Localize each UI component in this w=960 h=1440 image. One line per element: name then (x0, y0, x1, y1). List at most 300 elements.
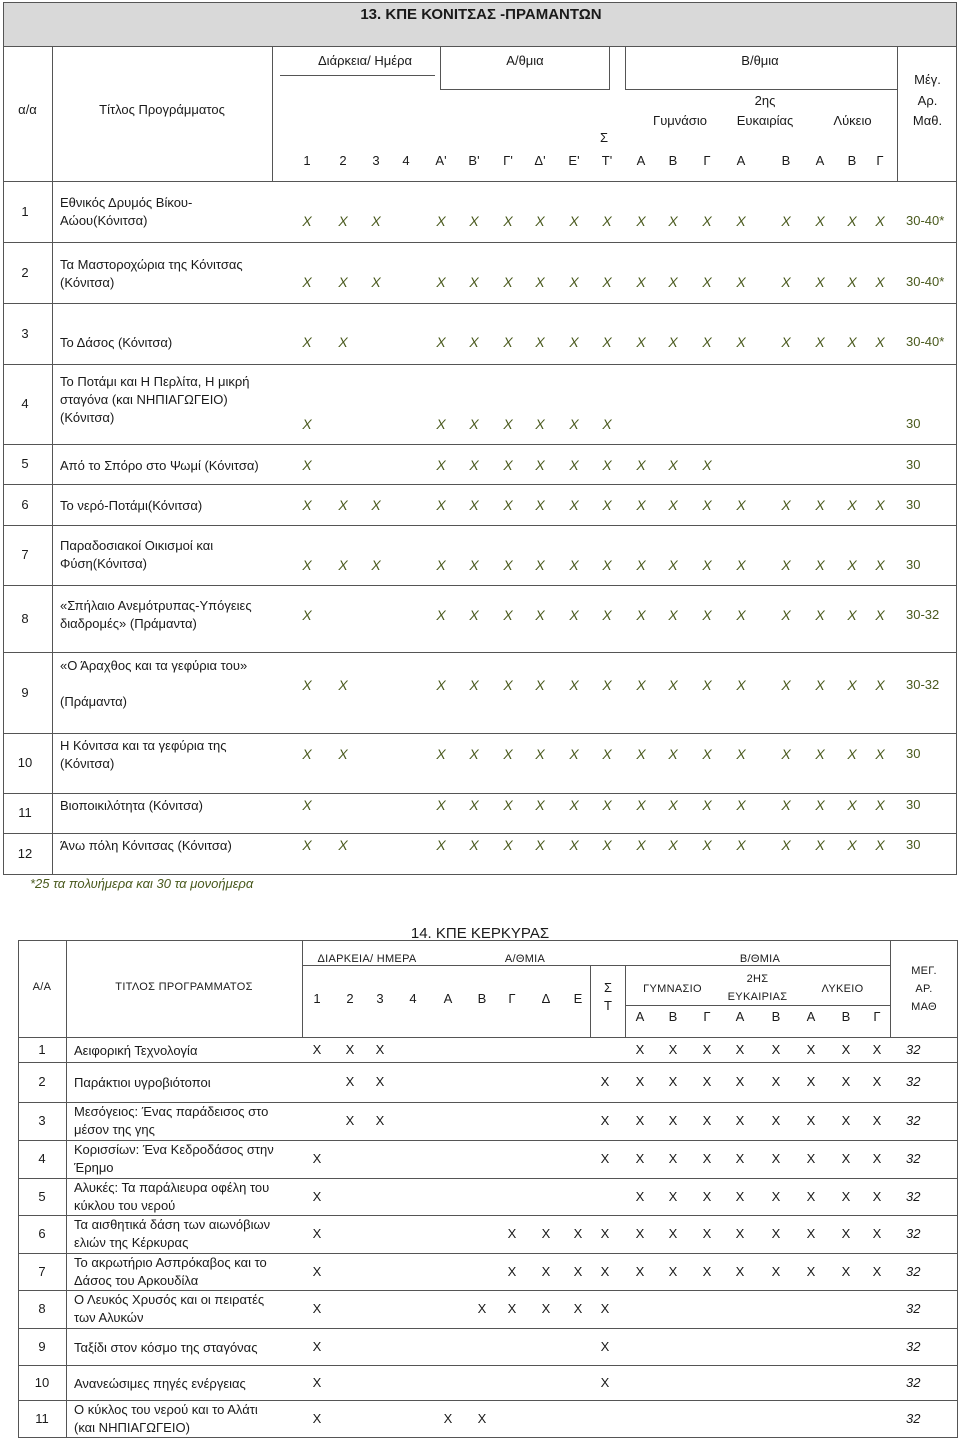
max-students: 30-40* (906, 334, 945, 349)
availability-mark: Χ (668, 1113, 678, 1128)
availability-mark: Χ (771, 1188, 781, 1204)
t2-header-max-3: ΜΑΘ (911, 1001, 937, 1013)
max-students: 30-40* (906, 213, 945, 228)
availability-mark: Χ (602, 607, 612, 623)
availability-mark: Χ (806, 1263, 816, 1279)
subcolumn-label: Γ (508, 991, 516, 1006)
program-title: Παραδοσιακοί Οικισμοί και (60, 538, 214, 553)
availability-mark: Χ (771, 1151, 781, 1166)
availability-mark: Χ (602, 457, 612, 473)
header-box (625, 46, 897, 90)
availability-mark: Χ (735, 1226, 745, 1241)
subcolumn-label: Β' (468, 153, 480, 168)
availability-mark: Χ (635, 1074, 645, 1089)
availability-mark: Χ (569, 677, 579, 693)
availability-mark: Χ (815, 746, 825, 762)
header-line (302, 965, 890, 966)
availability-mark: Χ (815, 213, 825, 229)
max-students: 32 (906, 1338, 921, 1354)
row-divider (3, 793, 957, 794)
row-divider (3, 833, 957, 834)
availability-mark: Χ (735, 1042, 745, 1057)
availability-mark: Χ (535, 497, 545, 513)
row-number: 10 (34, 1374, 50, 1390)
availability-mark: Χ (507, 1301, 517, 1316)
max-students: 30 (906, 416, 921, 431)
availability-mark: Χ (569, 797, 579, 813)
availability-mark: Χ (503, 837, 513, 853)
subcolumn-label: Α (635, 1009, 645, 1024)
availability-mark: Χ (371, 557, 381, 573)
t2-header-st-2: Τ (604, 998, 612, 1013)
availability-mark: Χ (569, 213, 579, 229)
availability-mark: Χ (312, 1411, 322, 1426)
subcolumn-label: Γ (873, 1009, 881, 1024)
availability-mark: Χ (875, 746, 885, 762)
program-title: Παράκτιοι υγροβιότοποι (74, 1075, 211, 1090)
program-title: Ανανεώσιμες πηγές ενέργειας (74, 1375, 246, 1391)
subcolumn-label: Β (847, 153, 857, 168)
row-divider (3, 484, 957, 485)
availability-mark: Χ (815, 497, 825, 513)
row-number: 5 (21, 456, 29, 471)
t2-header-max-1: ΜΕΓ. (911, 965, 937, 977)
availability-mark: Χ (781, 837, 791, 853)
max-students: 32 (906, 1263, 921, 1279)
subcolumn-label: Γ' (503, 153, 513, 168)
program-title: «Σπήλαιο Ανεμότρυπας-Υπόγειες (60, 598, 252, 613)
availability-mark: Χ (702, 1042, 712, 1057)
availability-mark: Χ (535, 457, 545, 473)
availability-mark: Χ (736, 497, 746, 513)
availability-mark: Χ (636, 837, 646, 853)
row-divider (3, 733, 957, 734)
program-title: σταγόνα (και ΝΗΠΙΑΓΩΓΕΙΟ) (60, 392, 228, 407)
availability-mark: Χ (345, 1113, 355, 1128)
availability-mark: Χ (541, 1226, 551, 1241)
row-number: 11 (18, 805, 32, 820)
availability-mark: Χ (338, 213, 348, 229)
availability-mark: Χ (781, 334, 791, 350)
availability-mark: Χ (338, 557, 348, 573)
availability-mark: Χ (847, 677, 857, 693)
availability-mark: Χ (872, 1074, 882, 1089)
availability-mark: Χ (847, 213, 857, 229)
row-number: 10 (17, 755, 33, 770)
availability-mark: Χ (469, 607, 479, 623)
availability-mark: Χ (875, 797, 885, 813)
program-title: Το Ποτάμι και Η Περλίτα, Η μικρή (60, 374, 250, 389)
availability-mark: Χ (668, 1074, 678, 1089)
availability-mark: Χ (602, 837, 612, 853)
availability-mark: Χ (636, 457, 646, 473)
availability-mark: Χ (702, 1226, 712, 1241)
availability-mark: Χ (847, 797, 857, 813)
subcolumn-label: Β (781, 153, 791, 168)
availability-mark: Χ (503, 416, 513, 432)
availability-mark: Χ (781, 497, 791, 513)
availability-mark: Χ (736, 677, 746, 693)
availability-mark: Χ (302, 416, 312, 432)
availability-mark: Χ (535, 334, 545, 350)
availability-mark: Χ (841, 1113, 851, 1128)
t2-header-primary: Α/ΘΜΙΑ (504, 953, 546, 965)
row-divider (18, 1365, 958, 1366)
availability-mark: Χ (736, 746, 746, 762)
availability-mark: Χ (302, 274, 312, 290)
availability-mark: Χ (781, 797, 791, 813)
availability-mark: Χ (736, 213, 746, 229)
program-title: Εθνικός Δρυμός Βίκου- (60, 195, 193, 210)
availability-mark: Χ (702, 1188, 712, 1204)
header-aa: α/α (18, 102, 37, 117)
row-number: 8 (38, 1301, 46, 1316)
program-title: (Κόνιτσα) (60, 410, 115, 425)
header-secondary: Β/θμια (741, 53, 779, 68)
availability-mark: Χ (573, 1226, 583, 1241)
table-title: 13. ΚΠΕ ΚΟΝΙΤΣΑΣ -ΠΡΑΜΑΝΤΩΝ (360, 6, 602, 23)
max-students: 30 (906, 837, 921, 852)
availability-mark: Χ (841, 1188, 851, 1204)
row-number: 11 (35, 1411, 49, 1426)
col-divider (272, 46, 273, 181)
availability-mark: Χ (636, 557, 646, 573)
availability-mark: Χ (735, 1263, 745, 1279)
availability-mark: Χ (875, 274, 885, 290)
row-number: 9 (21, 684, 29, 700)
availability-mark: Χ (541, 1301, 551, 1316)
subcolumn-label: Α (806, 1009, 816, 1024)
subcolumn-label: Γ (703, 153, 711, 168)
program-title: των Αλυκών (74, 1310, 144, 1325)
availability-mark: Χ (702, 677, 712, 693)
availability-mark: Χ (503, 797, 513, 813)
header-gymnasio: Γυμνάσιο (653, 113, 707, 128)
row-number: 3 (38, 1113, 46, 1128)
subcolumn-label: Β (771, 1009, 781, 1024)
availability-mark: Χ (569, 746, 579, 762)
program-title: ελιών της Κέρκυρας (74, 1235, 189, 1250)
availability-mark: Χ (875, 837, 885, 853)
availability-mark: Χ (702, 213, 712, 229)
subcolumn-label: 2 (346, 991, 354, 1006)
availability-mark: Χ (569, 557, 579, 573)
row-divider (18, 1062, 958, 1063)
col-divider (897, 46, 898, 181)
availability-mark: Χ (338, 746, 348, 762)
availability-mark: Χ (872, 1226, 882, 1241)
header-box (440, 46, 610, 90)
availability-mark: Χ (345, 1074, 355, 1089)
availability-mark: Χ (600, 1374, 610, 1390)
availability-mark: Χ (371, 213, 381, 229)
availability-mark: Χ (338, 837, 348, 853)
availability-mark: Χ (847, 837, 857, 853)
subcolumn-label: Ε (573, 991, 583, 1006)
availability-mark: Χ (771, 1226, 781, 1241)
program-title: διαδρομές» (Πράμαντα) (60, 616, 197, 631)
availability-mark: Χ (569, 274, 579, 290)
availability-mark: Χ (302, 213, 312, 229)
availability-mark: Χ (569, 497, 579, 513)
availability-mark: Χ (668, 457, 678, 473)
availability-mark: Χ (702, 274, 712, 290)
availability-mark: Χ (436, 677, 446, 693)
row-number: 9 (38, 1338, 46, 1354)
subcolumn-label: Δ (541, 991, 551, 1006)
availability-mark: Χ (507, 1226, 517, 1241)
program-title: Αλυκές: Τα παράλιευρα οφέλη του (74, 1180, 270, 1195)
availability-mark: Χ (635, 1263, 645, 1279)
availability-mark: Χ (302, 677, 312, 693)
availability-mark: Χ (781, 557, 791, 573)
program-title: Η Κόνιτσα και τα γεφύρια της (60, 738, 227, 753)
availability-mark: Χ (302, 607, 312, 623)
header-line (625, 1005, 890, 1006)
program-title: Μεσόγειος: Ένας παράδεισος στο (74, 1104, 269, 1119)
max-students: 32 (906, 1301, 921, 1316)
availability-mark: Χ (635, 1188, 645, 1204)
row-number: 6 (38, 1226, 46, 1241)
availability-mark: Χ (302, 497, 312, 513)
availability-mark: Χ (436, 334, 446, 350)
t2-header-max-2: ΑΡ. (915, 983, 933, 995)
availability-mark: Χ (702, 1113, 712, 1128)
max-students: 30 (906, 746, 921, 761)
max-students: 32 (906, 1188, 921, 1204)
row-divider (3, 652, 957, 653)
availability-mark: Χ (841, 1151, 851, 1166)
availability-mark: Χ (469, 334, 479, 350)
availability-mark: Χ (636, 497, 646, 513)
program-title: μέσον της γης (74, 1122, 155, 1137)
availability-mark: Χ (702, 746, 712, 762)
availability-mark: Χ (736, 837, 746, 853)
row-divider (3, 585, 957, 586)
availability-mark: Χ (469, 557, 479, 573)
availability-mark: Χ (600, 1301, 610, 1316)
availability-mark: Χ (312, 1042, 322, 1057)
availability-mark: Χ (535, 213, 545, 229)
max-students: 30-32 (906, 607, 940, 622)
availability-mark: Χ (847, 334, 857, 350)
availability-mark: Χ (569, 457, 579, 473)
availability-mark: Χ (602, 797, 612, 813)
availability-mark: Χ (503, 497, 513, 513)
availability-mark: Χ (806, 1074, 816, 1089)
availability-mark: Χ (771, 1042, 781, 1057)
availability-mark: Χ (636, 213, 646, 229)
availability-mark: Χ (573, 1301, 583, 1316)
availability-mark: Χ (469, 416, 479, 432)
max-students: 32 (906, 1374, 921, 1390)
availability-mark: Χ (375, 1074, 385, 1089)
t2-header-eukairias-2: ΕΥΚΑΙΡΙΑΣ (727, 991, 788, 1003)
availability-mark: Χ (806, 1113, 816, 1128)
col-divider (625, 965, 626, 1038)
availability-mark: Χ (436, 497, 446, 513)
header-primary: Α/θμια (506, 53, 544, 68)
availability-mark: Χ (668, 213, 678, 229)
subcolumn-label: Γ (876, 153, 884, 168)
availability-mark: Χ (635, 1042, 645, 1057)
program-title: «Ο Άραχθος και τα γεφύρια του» (60, 658, 248, 673)
subcolumn-label: Α (736, 153, 746, 168)
availability-mark: Χ (841, 1226, 851, 1241)
availability-mark: Χ (503, 334, 513, 350)
availability-mark: Χ (847, 274, 857, 290)
program-title: (και ΝΗΠΙΑΓΩΓΕΙΟ) (74, 1420, 190, 1435)
availability-mark: Χ (477, 1411, 487, 1426)
max-students: 30 (906, 797, 921, 812)
program-title: Ο Λευκός Χρυσός και οι πειρατές (74, 1292, 265, 1307)
max-students: 30 (906, 557, 921, 572)
availability-mark: Χ (736, 557, 746, 573)
availability-mark: Χ (602, 746, 612, 762)
availability-mark: Χ (668, 1263, 678, 1279)
subcolumn-label: 1 (313, 991, 321, 1006)
max-students: 32 (906, 1151, 921, 1166)
availability-mark: Χ (602, 274, 612, 290)
availability-mark: Χ (735, 1188, 745, 1204)
availability-mark: Χ (736, 274, 746, 290)
availability-mark: Χ (815, 677, 825, 693)
availability-mark: Χ (636, 797, 646, 813)
availability-mark: Χ (312, 1226, 322, 1241)
program-title: (Κόνιτσα) (60, 756, 115, 771)
availability-mark: Χ (636, 746, 646, 762)
availability-mark: Χ (469, 797, 479, 813)
subcolumn-label: 4 (402, 153, 410, 168)
availability-mark: Χ (436, 557, 446, 573)
subcolumn-label: Τ' (601, 153, 613, 168)
availability-mark: Χ (535, 797, 545, 813)
row-number: 2 (21, 264, 29, 280)
max-students: 32 (906, 1113, 921, 1128)
program-title: Τα Μαστοροχώρια της Κόνιτσας (60, 257, 243, 272)
availability-mark: Χ (503, 457, 513, 473)
subcolumn-label: Β (841, 1009, 851, 1024)
availability-mark: Χ (668, 677, 678, 693)
availability-mark: Χ (443, 1411, 453, 1426)
availability-mark: Χ (815, 334, 825, 350)
availability-mark: Χ (600, 1074, 610, 1089)
availability-mark: Χ (875, 607, 885, 623)
availability-mark: Χ (503, 557, 513, 573)
availability-mark: Χ (469, 213, 479, 229)
availability-mark: Χ (375, 1042, 385, 1057)
availability-mark: Χ (338, 274, 348, 290)
availability-mark: Χ (602, 416, 612, 432)
availability-mark: Χ (668, 1151, 678, 1166)
row-number: 3 (21, 325, 29, 341)
availability-mark: Χ (702, 837, 712, 853)
program-title: Άνω πόλη Κόνιτσας (Κόνιτσα) (60, 838, 232, 853)
subcolumn-label: 4 (409, 991, 417, 1006)
availability-mark: Χ (872, 1113, 882, 1128)
row-divider (18, 1328, 958, 1329)
availability-mark: Χ (847, 497, 857, 513)
max-students: 30-40* (906, 274, 945, 289)
t2-header-secondary: Β/ΘΜΙΑ (739, 953, 781, 965)
max-students: 32 (906, 1411, 921, 1426)
availability-mark: Χ (535, 416, 545, 432)
availability-mark: Χ (735, 1151, 745, 1166)
program-title: Το νερό-Ποτάμι(Κόνιτσα) (60, 498, 203, 513)
availability-mark: Χ (781, 213, 791, 229)
subcolumn-label: 3 (376, 991, 384, 1006)
availability-mark: Χ (702, 1151, 712, 1166)
availability-mark: Χ (735, 1074, 745, 1089)
availability-mark: Χ (781, 274, 791, 290)
availability-mark: Χ (702, 1074, 712, 1089)
max-students: 30 (906, 457, 921, 472)
availability-mark: Χ (569, 607, 579, 623)
availability-mark: Χ (847, 607, 857, 623)
availability-mark: Χ (436, 457, 446, 473)
subcolumn-label: Α' (435, 153, 447, 168)
availability-mark: Χ (841, 1263, 851, 1279)
row-number: 1 (38, 1042, 46, 1057)
col-divider (66, 940, 67, 1438)
availability-mark: Χ (436, 797, 446, 813)
subcolumn-label: Δ' (534, 153, 546, 168)
availability-mark: Χ (312, 1263, 322, 1279)
availability-mark: Χ (503, 607, 513, 623)
row-divider (3, 444, 957, 445)
availability-mark: Χ (600, 1151, 610, 1166)
availability-mark: Χ (771, 1113, 781, 1128)
availability-mark: Χ (702, 497, 712, 513)
row-divider (3, 181, 957, 182)
availability-mark: Χ (736, 334, 746, 350)
availability-mark: Χ (668, 1188, 678, 1204)
row-number: 4 (21, 396, 29, 411)
availability-mark: Χ (702, 457, 712, 473)
col-divider (52, 46, 53, 875)
availability-mark: Χ (469, 677, 479, 693)
subcolumn-label: 3 (372, 153, 380, 168)
program-title: κύκλου του νερού (74, 1198, 176, 1213)
availability-mark: Χ (602, 334, 612, 350)
availability-mark: Χ (702, 797, 712, 813)
row-divider (3, 242, 957, 243)
availability-mark: Χ (338, 497, 348, 513)
program-title: Έρημο (74, 1160, 114, 1175)
availability-mark: Χ (781, 607, 791, 623)
availability-mark: Χ (815, 274, 825, 290)
subcolumn-label: Β (668, 1009, 678, 1024)
availability-mark: Χ (503, 213, 513, 229)
availability-mark: Χ (635, 1226, 645, 1241)
header-duration: Διάρκεια/ Ημέρα (318, 53, 412, 68)
availability-mark: Χ (636, 334, 646, 350)
availability-mark: Χ (312, 1188, 322, 1204)
row-number: 8 (21, 610, 29, 626)
availability-mark: Χ (872, 1188, 882, 1204)
availability-mark: Χ (806, 1151, 816, 1166)
subcolumn-label: Γ (703, 1009, 711, 1024)
availability-mark: Χ (847, 746, 857, 762)
availability-mark: Χ (602, 677, 612, 693)
availability-mark: Χ (841, 1042, 851, 1057)
availability-mark: Χ (302, 457, 312, 473)
subcolumn-label: Α (735, 1009, 745, 1024)
program-title: Δάσος του Αρκουδίλα (74, 1273, 199, 1288)
row-divider (3, 303, 957, 304)
availability-mark: Χ (815, 837, 825, 853)
availability-mark: Χ (771, 1263, 781, 1279)
